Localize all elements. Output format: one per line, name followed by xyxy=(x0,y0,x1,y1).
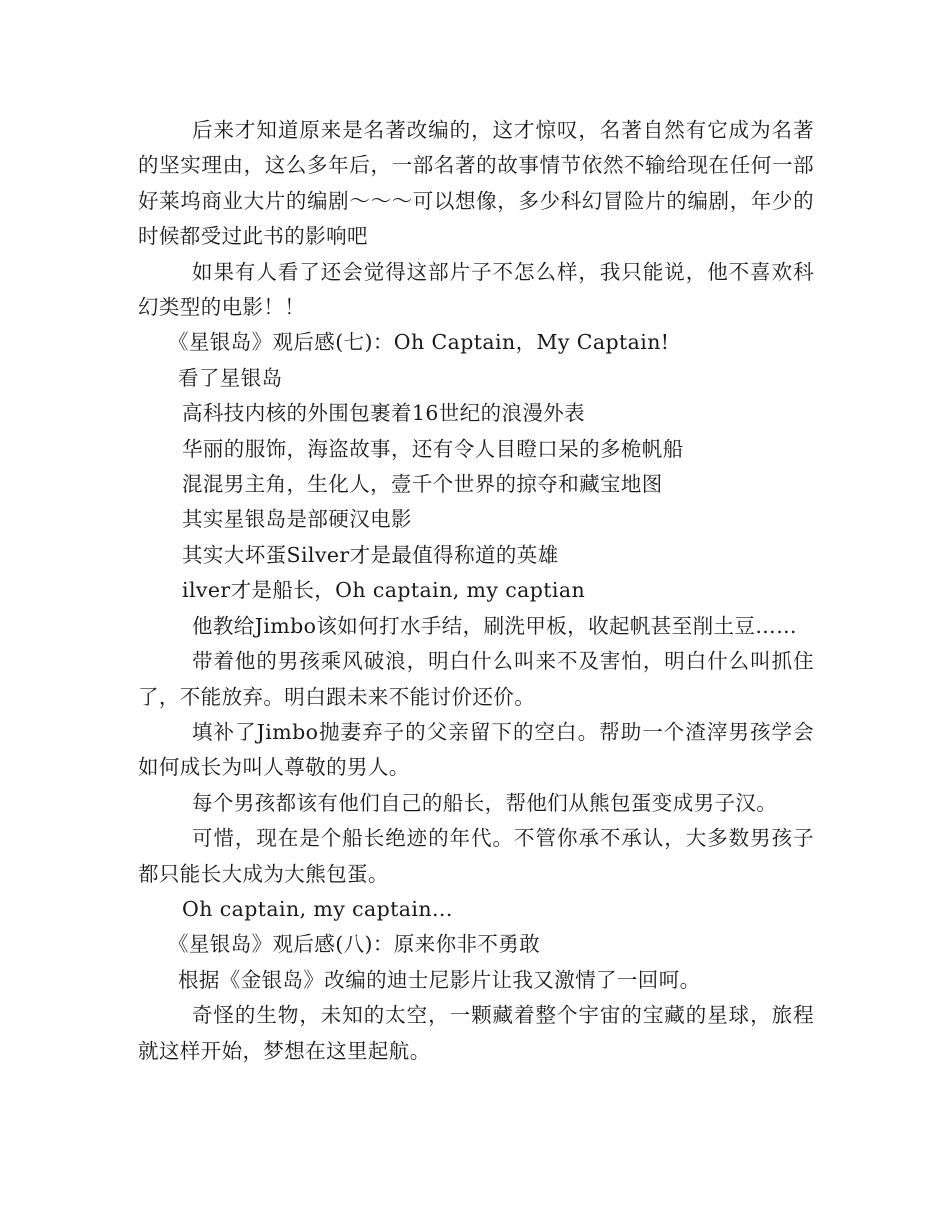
paragraph: 混混男主角，生化人，壹千个世界的掠夺和藏宝地图 xyxy=(182,472,663,497)
paragraph: 其实星银岛是部硬汉电影 xyxy=(182,507,412,532)
paragraph: 其实大坏蛋Silver才是最值得称道的英雄 xyxy=(182,542,559,567)
paragraph: 根据《金银岛》改编的迪士尼影片让我又激情了一回呵。 xyxy=(178,967,701,992)
paragraph: 看了星银岛 xyxy=(178,365,283,390)
paragraph: 高科技内核的外围包裹着16世纪的浪漫外表 xyxy=(182,401,586,426)
section-heading-7: 《星银岛》观后感(七)：Oh Captain，My Captain! xyxy=(168,330,670,355)
document-body xyxy=(138,113,814,1069)
paragraph: 每个男孩都该有他们自己的船长，帮他们从熊包蛋变成男子汉。 xyxy=(192,790,778,815)
paragraph: 奇怪的生物，未知的太空，一颗藏着整个宇宙的宝藏的星球，旅程就这样开始，梦想在这里起航。 xyxy=(138,1003,814,1063)
paragraph: 后来才知道原来是名著改编的，这才惊叹，名著自然有它成为名著的坚实理由，这么多年后，一部名著的故事情节依然不输给现在任何一部好莱坞商业大片的编剧～～～可以想像，多少科幻冒险片的编剧，年少的时候都受过此书的影响吧 xyxy=(138,118,814,249)
paragraph: 可惜，现在是个船长绝迹的年代。不管你承不承认，大多数男孩子都只能长大成为大熊包蛋。 xyxy=(138,826,814,886)
paragraph: 他教给Jimbo该如何打水手结，刷洗甲板，收起帆甚至削土豆…… xyxy=(192,613,798,638)
paragraph: 如果有人看了还会觉得这部片子不怎么样，我只能说，他不喜欢科幻类型的电影！！ xyxy=(138,259,814,320)
paragraph: ilver才是船长，Oh captain, my captian xyxy=(182,578,586,603)
section-heading-8: 《星银岛》观后感(八)：原来你非不勇敢 xyxy=(168,932,541,957)
paragraph: 华丽的服饰，海盗故事，还有令人目瞪口呆的多桅帆船 xyxy=(182,436,684,461)
paragraph: 带着他的男孩乘风破浪，明白什么叫来不及害怕，明白什么叫抓住了，不能放弃。明白跟未来不能讨价还价。 xyxy=(138,649,814,709)
paragraph: Oh captain, my captain... xyxy=(182,896,453,921)
paragraph: 填补了Jimbo抛妻弃子的父亲留下的空白。帮助一个渣滓男孩学会如何成长为叫人尊敬的男人。 xyxy=(138,719,814,780)
